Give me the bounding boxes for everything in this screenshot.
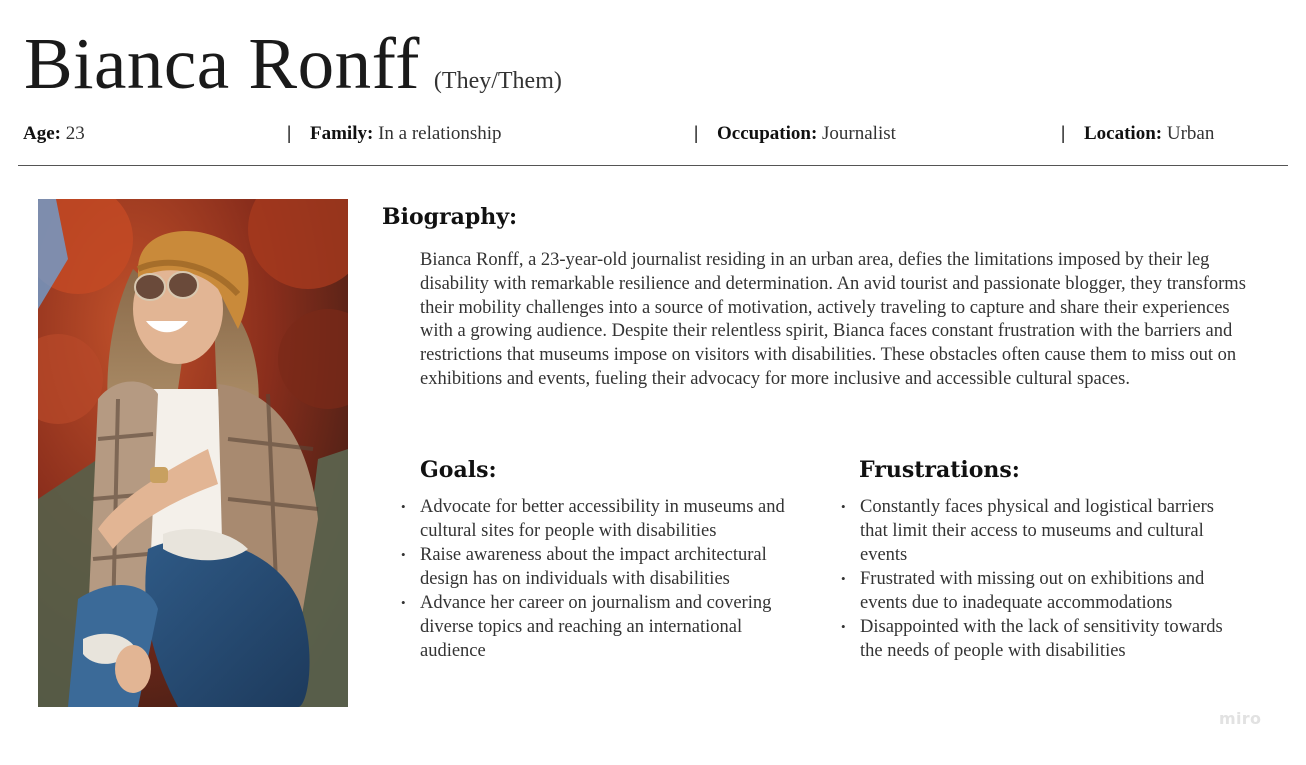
miro-watermark-logo: miro	[1219, 709, 1262, 728]
location-label: Location:	[1084, 123, 1163, 144]
info-family	[310, 123, 502, 145]
info-location	[1084, 123, 1214, 145]
info-separator: |	[694, 123, 699, 144]
info-occupation	[717, 123, 896, 145]
occupation-label: Occupation:	[717, 123, 818, 144]
frustration-item: • Disappointed with the lack of sensitivity towards the needs of people with disabilities	[860, 615, 1240, 663]
persona-title	[24, 22, 562, 106]
persona-pronouns: (They/Them)	[433, 68, 562, 94]
family-label: Family:	[310, 123, 374, 144]
goal-item: • Raise awareness about the impact architectural design has on individuals with disabilities	[420, 543, 805, 591]
age-label: Age:	[23, 123, 61, 144]
header-divider	[18, 165, 1288, 166]
frustration-item: • Constantly faces physical and logistical barriers that limit their access to museums and cultural events	[860, 495, 1240, 567]
occupation-value: Journalist	[822, 123, 896, 144]
info-separator: |	[1061, 123, 1066, 144]
persona-name: Bianca Ronff	[24, 23, 420, 104]
info-separator: |	[287, 123, 292, 144]
family-value: In a relationship	[378, 123, 502, 144]
goal-item: • Advocate for better accessibility in museums and cultural sites for people with disabilities	[420, 495, 805, 543]
goal-item: • Advance her career on journalism and covering diverse topics and reaching an international audience	[420, 591, 805, 663]
frustration-item: • Frustrated with missing out on exhibitions and events due to inadequate accommodations	[860, 567, 1240, 615]
info-age	[23, 123, 85, 145]
frustrations-heading: Frustrations:	[859, 457, 1020, 483]
location-value: Urban	[1166, 123, 1215, 144]
age-value: 23	[65, 123, 85, 144]
persona-photo	[38, 199, 348, 707]
goals-list	[420, 495, 805, 663]
frustrations-list	[860, 495, 1240, 663]
biography-heading: Biography:	[382, 204, 518, 230]
persona-info-row	[0, 123, 1306, 149]
goals-heading: Goals:	[420, 457, 497, 483]
biography-text: Bianca Ronff, a 23-year-old journalist residing in an urban area, defies the limitations imposed by their leg disability with remarkable resilience and determination. An avid tourist and passionate blogger, they transforms their mobility challenges into a source of motivation, actively traveling to capture and share their experiences with a growing audience. Despite their relentless spirit, Bianca faces constant frustration with the barriers and restrictions that museums impose on visitors with disabilities. These obstacles often cause them to miss out on exhibitions and events, fueling their advocacy for more inclusive and accessible cultural spaces.	[420, 250, 1246, 389]
